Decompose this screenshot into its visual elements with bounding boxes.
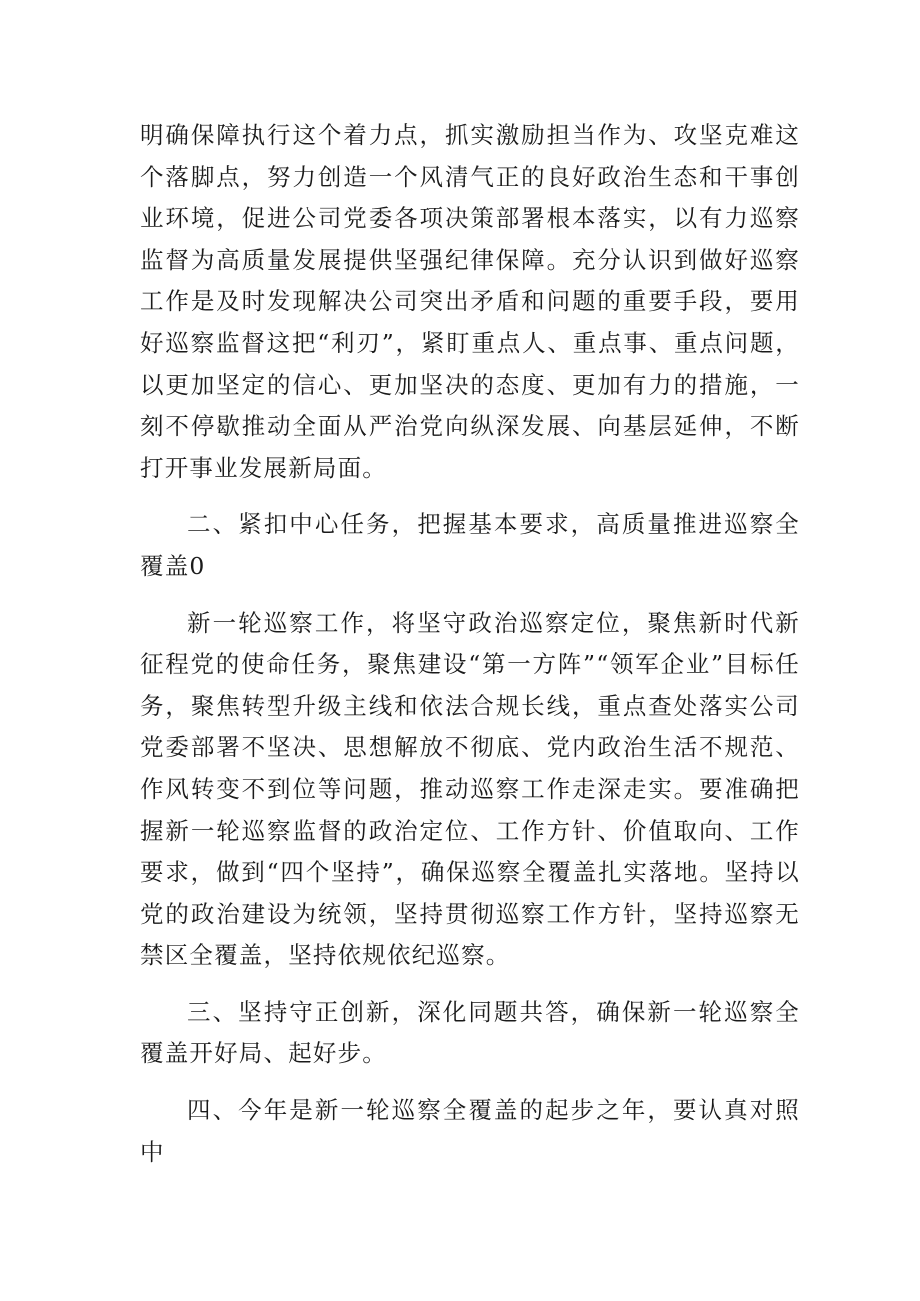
section-heading-3: 三、坚持守正创新，深化同题共答，确保新一轮巡察全覆盖开好局、起好步。 (140, 997, 800, 1068)
paragraph-continuation: 明确保障执行这个着力点，抓实激励担当作为、攻坚克难这个落脚点，努力创造一个风清气正的良好政治生态和干事创业环境，促进公司党委各项决策部署根本落实，以有力巡察监督为高质量发展提供坚强纪律保障。充分认识到做好巡察工作是及时发现解决公司突出矛盾和问题的重要手段，要用好巡察监督这把“利刃”，紧盯重点人、重点事、重点问题，以更加坚定的信心、更加坚决的态度、更加有力的措施，一刻不停歇推动全面从严治党向纵深发展、向基层延伸，不断打开事业发展新局面。 (140, 121, 800, 482)
paragraph-new-round-inspection: 新一轮巡察工作，将坚守政治巡察定位，聚焦新时代新征程党的使命任务，聚焦建设“第一方阵”“领军企业”目标任务，聚焦转型升级主线和依法合规长线，重点查处落实公司党委部署不坚决、思想解放不彻底、党内政治生活不规范、作风转变不到位等问题，推动巡察工作走深走实。要准确把握新一轮巡察监督的政治定位、工作方针、价值取向、工作要求，做到“四个坚持”，确保巡察全覆盖扎实落地。坚持以党的政治建设为统领，坚持贯彻巡察工作方针，坚持巡察无禁区全覆盖，坚持依规依纪巡察。 (140, 608, 800, 970)
section-heading-2: 二、紧扣中心任务，把握基本要求，高质量推进巡察全覆盖0 (140, 510, 800, 580)
section-heading-4: 四、今年是新一轮巡察全覆盖的起步之年，要认真对照中 (140, 1096, 800, 1166)
document-page (140, 115, 800, 1173)
